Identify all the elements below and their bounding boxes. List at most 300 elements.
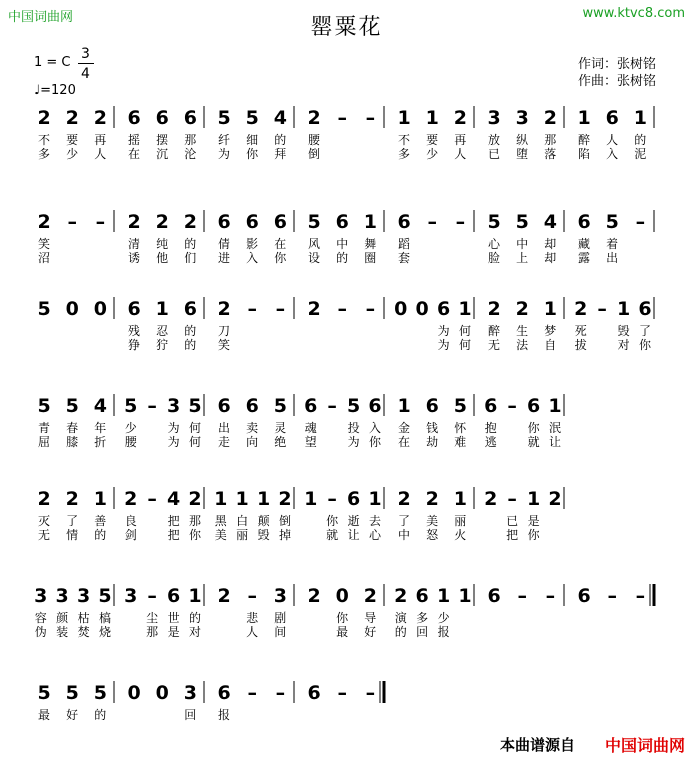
lyric-verse-2: 落 xyxy=(544,147,557,161)
note-0: 0 xyxy=(394,298,408,320)
lyric-verse-2: 他 xyxy=(156,251,169,265)
note-dash: – xyxy=(247,298,257,320)
note-0: 0 xyxy=(335,585,349,607)
lyric-verse-2: 入 xyxy=(246,251,259,265)
lyric-verse-2: 脸 xyxy=(488,251,501,265)
lyric-verse-2: 的 xyxy=(184,338,197,352)
lyric-verse-1: 刀 xyxy=(218,324,231,338)
lyric-verse-2: 你 xyxy=(638,338,652,352)
note-5: 5 xyxy=(37,682,51,704)
note-dash: – xyxy=(517,585,527,607)
lyric-verse-2: 烧 xyxy=(98,625,112,639)
note-3: 3 xyxy=(487,107,501,129)
lyric-verse-2: 你 xyxy=(246,147,259,161)
lyric-verse-1: 颜 xyxy=(56,611,69,625)
note-1: 1 xyxy=(526,488,541,510)
lyric-verse-1: 多 xyxy=(416,611,429,625)
lyric-verse-2: 剑 xyxy=(124,528,137,542)
lyric-verse-1: 怀 xyxy=(454,421,467,435)
note-6: 6 xyxy=(183,298,197,320)
note-4: 4 xyxy=(166,488,181,510)
note-2: 2 xyxy=(307,298,321,320)
lyric-verse-2: 对 xyxy=(188,625,202,639)
lyric-verse-2: 自 xyxy=(544,338,557,352)
note-3: 3 xyxy=(76,585,91,607)
note-5: 5 xyxy=(93,682,107,704)
note-dash: – xyxy=(635,211,646,233)
lyric-verse-2: 们 xyxy=(184,251,197,265)
note-2: 2 xyxy=(93,107,107,129)
note-2: 2 xyxy=(307,107,321,129)
note-dash: – xyxy=(455,211,466,233)
lyric-verse-1: 卖 xyxy=(246,421,259,435)
lyric-verse-2: 焚 xyxy=(77,625,90,639)
lyric-verse-1: 的 xyxy=(184,324,197,338)
watermark-left: 中国词曲网 xyxy=(8,10,74,25)
lyric-verse-1: 出 xyxy=(218,421,231,435)
lyric-verse-2: 少 xyxy=(426,147,439,161)
lyric-verse-1: 你 xyxy=(336,611,349,625)
lyric-verse-2: 让 xyxy=(347,528,360,542)
note-dash: – xyxy=(427,211,437,233)
lyric-verse-1: 春 xyxy=(66,421,79,435)
lyric-verse-2: 报 xyxy=(437,625,450,639)
note-1: 1 xyxy=(235,488,249,510)
lyric-verse-1: 抱 xyxy=(484,421,497,435)
lyric-verse-1: 在 xyxy=(274,237,287,251)
lyric-verse-1: 魂 xyxy=(304,421,317,435)
lyric-verse-2: 走 xyxy=(218,435,231,449)
lyric-verse-2: 望 xyxy=(304,435,317,449)
lyric-verse-2: 好 xyxy=(364,625,377,639)
lyric-verse-1: 了 xyxy=(638,324,652,338)
song-title: 罂粟花 xyxy=(310,15,383,40)
lyric-verse-2: 出 xyxy=(606,251,619,265)
note-dash: – xyxy=(507,488,517,510)
lyric-verse-1: 笑 xyxy=(38,237,51,251)
footer-site-name: 中国词曲网 xyxy=(604,736,685,755)
lyric-verse-1: 那 xyxy=(544,133,557,147)
lyric-verse-1: 那 xyxy=(188,514,202,528)
lyric-verse-1: 蹈 xyxy=(398,237,411,251)
lyric-verse-2: 却 xyxy=(544,251,557,265)
lyric-verse-1: 中 xyxy=(516,237,529,251)
lyric-verse-1: 细 xyxy=(246,133,259,147)
lyric-verse-1: 的 xyxy=(634,133,647,147)
lyric-verse-2: 把 xyxy=(506,528,519,542)
note-dash: – xyxy=(507,395,517,417)
lyric-verse-1: 生 xyxy=(516,324,529,338)
lyric-verse-1: 报 xyxy=(218,708,231,722)
note-5: 5 xyxy=(515,211,529,233)
note-6: 6 xyxy=(577,211,591,233)
lyric-verse-1: 尘 xyxy=(146,611,159,625)
lyric-verse-1: 世 xyxy=(167,611,180,625)
lyric-verse-2: 多 xyxy=(38,147,51,161)
lyric-verse-1: 要 xyxy=(426,133,439,147)
lyric-verse-1: 藏 xyxy=(578,237,591,251)
lyric-verse-1: 灵 xyxy=(274,421,287,435)
lyric-verse-1: 残 xyxy=(128,324,141,338)
lyric-verse-1: 清 xyxy=(128,237,141,251)
note-2: 2 xyxy=(217,298,231,320)
lyricist-credit: 作词：张树铭 xyxy=(578,57,657,72)
note-dash: – xyxy=(545,585,556,607)
lyric-verse-2: 何 xyxy=(188,435,202,449)
composer-credit: 作曲：张树铭 xyxy=(578,74,657,89)
lyric-verse-2: 已 xyxy=(488,147,501,161)
lyric-verse-1: 为 xyxy=(437,324,450,338)
note-1: 1 xyxy=(458,298,472,320)
lyric-verse-2: 沦 xyxy=(184,147,197,161)
note-2: 2 xyxy=(127,211,141,233)
lyric-verse-2: 在 xyxy=(398,435,411,449)
note-dash: – xyxy=(365,298,376,320)
note-dash: – xyxy=(597,298,607,320)
note-6: 6 xyxy=(217,395,231,417)
lyric-verse-2: 情 xyxy=(66,528,79,542)
lyric-verse-2: 的 xyxy=(394,625,407,639)
note-5: 5 xyxy=(453,395,467,417)
lyric-verse-1: 悲 xyxy=(246,611,259,625)
lyric-verse-2: 法 xyxy=(516,338,529,352)
note-dash: – xyxy=(365,682,376,704)
lyric-verse-2: 让 xyxy=(548,435,562,449)
lyric-verse-2: 你 xyxy=(188,528,202,542)
lyric-verse-2: 向 xyxy=(246,435,259,449)
lyric-verse-1: 你 xyxy=(326,514,339,528)
lyric-verse-1: 黑 xyxy=(214,514,227,528)
note-1: 1 xyxy=(304,488,318,510)
note-6: 6 xyxy=(155,107,169,129)
note-2: 2 xyxy=(397,488,411,510)
lyric-verse-2: 套 xyxy=(398,251,411,265)
note-3: 3 xyxy=(55,585,69,607)
lyric-verse-2: 人 xyxy=(94,147,107,161)
note-2: 2 xyxy=(425,488,439,510)
lyric-verse-2: 丽 xyxy=(236,528,249,542)
note-1: 1 xyxy=(616,298,631,320)
note-dash: – xyxy=(67,211,77,233)
lyric-verse-1: 了 xyxy=(398,514,411,528)
note-5: 5 xyxy=(346,395,361,417)
lyric-verse-1: 却 xyxy=(544,237,557,251)
note-0: 0 xyxy=(65,298,79,320)
lyric-verse-1: 不 xyxy=(398,133,411,147)
note-2: 2 xyxy=(363,585,377,607)
lyric-verse-2: 掉 xyxy=(278,528,292,542)
lyric-verse-2: 为 xyxy=(167,435,180,449)
note-dash: – xyxy=(147,395,157,417)
lyric-verse-2: 沉 xyxy=(156,147,169,161)
note-1: 1 xyxy=(397,107,411,129)
note-2: 2 xyxy=(37,107,51,129)
lyric-verse-1: 倒 xyxy=(278,514,292,528)
lyric-verse-1: 纵 xyxy=(516,133,529,147)
lyric-verse-1: 人 xyxy=(606,133,619,147)
note-6: 6 xyxy=(487,585,501,607)
lyric-verse-2: 那 xyxy=(146,625,159,639)
note-dash: – xyxy=(337,107,347,129)
note-1: 1 xyxy=(368,488,382,510)
lyric-verse-1: 去 xyxy=(368,514,382,528)
note-2: 2 xyxy=(124,488,138,510)
note-6: 6 xyxy=(638,298,652,320)
lyric-verse-2: 怒 xyxy=(426,528,439,542)
lyric-verse-1: 的 xyxy=(274,133,287,147)
note-1: 1 xyxy=(548,395,562,417)
note-1: 1 xyxy=(543,298,557,320)
lyric-verse-1: 腰 xyxy=(308,133,321,147)
note-dash: – xyxy=(95,211,106,233)
note-5: 5 xyxy=(487,211,501,233)
lyric-verse-1: 纯 xyxy=(156,237,169,251)
lyric-verse-2: 的 xyxy=(94,528,107,542)
lyric-verse-2: 你 xyxy=(368,435,382,449)
lyric-verse-1: 回 xyxy=(184,708,197,722)
lyric-verse-2: 是 xyxy=(167,625,180,639)
note-6: 6 xyxy=(368,395,382,417)
note-5: 5 xyxy=(98,585,112,607)
note-dash: – xyxy=(147,488,157,510)
lyric-verse-2: 最 xyxy=(336,625,349,639)
lyric-verse-2: 圈 xyxy=(364,251,377,265)
lyric-verse-2: 进 xyxy=(218,251,231,265)
note-1: 1 xyxy=(188,585,202,607)
lyric-verse-1: 青 xyxy=(38,421,51,435)
lyric-verse-2: 多 xyxy=(398,147,411,161)
note-2: 2 xyxy=(515,298,529,320)
lyric-verse-2: 在 xyxy=(128,147,141,161)
lyric-verse-2: 对 xyxy=(617,338,630,352)
lyric-verse-2: 你 xyxy=(527,528,540,542)
lyric-verse-2: 狰 xyxy=(128,338,141,352)
lyric-verse-1: 钱 xyxy=(426,421,439,435)
note-3: 3 xyxy=(273,585,287,607)
lyric-verse-2: 少 xyxy=(66,147,79,161)
time-signature-numerator: 3 xyxy=(81,46,90,62)
note-3: 3 xyxy=(124,585,138,607)
note-3: 3 xyxy=(515,107,529,129)
lyric-verse-1: 入 xyxy=(368,421,382,435)
lyric-verse-1: 醉 xyxy=(488,324,501,338)
lyric-verse-1: 了 xyxy=(66,514,79,528)
lyric-verse-2: 为 xyxy=(218,147,231,161)
lyric-verse-2: 间 xyxy=(274,625,287,639)
lyric-verse-2: 你 xyxy=(274,251,287,265)
note-2: 2 xyxy=(453,107,467,129)
note-6: 6 xyxy=(335,211,349,233)
note-dash: – xyxy=(275,682,286,704)
note-dash: – xyxy=(635,585,646,607)
note-6: 6 xyxy=(436,298,451,320)
note-1: 1 xyxy=(93,488,107,510)
note-6: 6 xyxy=(346,488,361,510)
lyric-verse-1: 灭 xyxy=(38,514,51,528)
lyric-verse-2: 腰 xyxy=(124,435,137,449)
note-5: 5 xyxy=(245,107,259,129)
lyric-verse-2: 为 xyxy=(347,435,360,449)
lyric-verse-2: 中 xyxy=(398,528,411,542)
lyric-verse-2: 的 xyxy=(336,251,349,265)
note-6: 6 xyxy=(273,211,287,233)
lyric-verse-1: 忍 xyxy=(156,324,169,338)
lyric-verse-1: 那 xyxy=(184,133,197,147)
note-0: 0 xyxy=(155,682,169,704)
note-0: 0 xyxy=(415,298,429,320)
note-1: 1 xyxy=(214,488,228,510)
lyric-verse-1: 演 xyxy=(394,611,407,625)
lyric-verse-2: 逃 xyxy=(484,435,497,449)
note-dash: – xyxy=(247,585,257,607)
lyric-verse-1: 放 xyxy=(488,133,501,147)
note-6: 6 xyxy=(127,298,141,320)
note-2: 2 xyxy=(155,211,169,233)
lyric-verse-2: 绝 xyxy=(274,435,287,449)
note-5: 5 xyxy=(217,107,231,129)
lyric-verse-2: 陷 xyxy=(578,147,591,161)
lyric-verse-1: 颠 xyxy=(257,514,270,528)
note-2: 2 xyxy=(37,488,51,510)
note-1: 1 xyxy=(453,488,467,510)
lyric-verse-1: 何 xyxy=(458,324,472,338)
note-3: 3 xyxy=(34,585,48,607)
note-dash: – xyxy=(327,395,337,417)
note-5: 5 xyxy=(605,211,619,233)
note-2: 2 xyxy=(543,107,557,129)
lyric-verse-1: 良 xyxy=(124,514,137,528)
lyric-verse-1: 槁 xyxy=(98,611,112,625)
note-5: 5 xyxy=(65,395,79,417)
note-1: 1 xyxy=(577,107,591,129)
note-2: 2 xyxy=(65,107,79,129)
lyric-verse-1: 容 xyxy=(34,611,47,625)
lyric-verse-2: 诱 xyxy=(128,251,141,265)
lyric-verse-2: 屈 xyxy=(38,435,51,449)
note-2: 2 xyxy=(188,488,202,510)
note-1: 1 xyxy=(633,107,647,129)
lyric-verse-1: 导 xyxy=(364,611,377,625)
note-6: 6 xyxy=(217,211,231,233)
note-6: 6 xyxy=(307,682,321,704)
lyric-verse-1: 倩 xyxy=(218,237,231,251)
lyric-verse-2: 无 xyxy=(38,528,51,542)
note-dash: – xyxy=(337,682,347,704)
note-5: 5 xyxy=(37,298,51,320)
note-6: 6 xyxy=(415,585,429,607)
lyric-verse-1: 剧 xyxy=(274,611,287,625)
note-6: 6 xyxy=(526,395,541,417)
note-1: 1 xyxy=(458,585,472,607)
lyric-verse-1: 影 xyxy=(246,237,259,251)
note-5: 5 xyxy=(124,395,138,417)
note-2: 2 xyxy=(217,585,231,607)
note-5: 5 xyxy=(188,395,202,417)
lyric-verse-1: 摆 xyxy=(156,133,169,147)
lyric-verse-2: 拜 xyxy=(274,147,287,161)
lyric-verse-1: 再 xyxy=(94,133,107,147)
lyric-verse-1: 醉 xyxy=(578,133,591,147)
lyric-verse-1: 中 xyxy=(336,237,349,251)
note-dash: – xyxy=(147,585,157,607)
note-1: 1 xyxy=(425,107,439,129)
lyric-verse-2: 难 xyxy=(454,435,467,449)
lyric-verse-1: 好 xyxy=(66,708,79,722)
note-6: 6 xyxy=(397,211,411,233)
lyric-verse-1: 善 xyxy=(94,514,107,528)
lyric-verse-1: 少 xyxy=(124,421,137,435)
lyric-verse-2: 泥 xyxy=(634,147,647,161)
note-2: 2 xyxy=(574,298,588,320)
lyric-verse-2: 火 xyxy=(454,528,467,542)
lyric-verse-1: 最 xyxy=(38,708,51,722)
note-6: 6 xyxy=(425,395,439,417)
lyric-verse-2: 人 xyxy=(454,147,467,161)
lyric-verse-1: 丽 xyxy=(454,514,467,528)
time-signature-denominator: 4 xyxy=(81,66,90,82)
lyric-verse-1: 着 xyxy=(606,237,619,251)
note-6: 6 xyxy=(245,211,259,233)
note-6: 6 xyxy=(166,585,181,607)
note-dash: – xyxy=(337,298,347,320)
note-0: 0 xyxy=(93,298,107,320)
lyric-verse-1: 何 xyxy=(188,421,202,435)
note-2: 2 xyxy=(484,488,498,510)
note-1: 1 xyxy=(155,298,169,320)
lyric-verse-1: 的 xyxy=(188,611,202,625)
lyric-verse-2: 膝 xyxy=(66,435,79,449)
note-4: 4 xyxy=(93,395,107,417)
lyric-verse-2: 露 xyxy=(578,251,591,265)
note-1: 1 xyxy=(363,211,377,233)
tempo-marking: ♩=120 xyxy=(34,83,76,98)
note-6: 6 xyxy=(127,107,141,129)
lyric-verse-2: 毁 xyxy=(257,528,270,542)
lyric-verse-1: 美 xyxy=(426,514,439,528)
note-2: 2 xyxy=(65,488,79,510)
note-5: 5 xyxy=(307,211,321,233)
lyric-verse-1: 心 xyxy=(488,237,501,251)
lyric-verse-1: 舞 xyxy=(364,237,377,251)
lyric-verse-2: 沼 xyxy=(38,251,51,265)
note-dash: – xyxy=(365,107,376,129)
lyric-verse-1: 摇 xyxy=(128,133,141,147)
lyric-verse-1: 不 xyxy=(38,133,51,147)
lyric-verse-1: 逝 xyxy=(347,514,360,528)
note-3: 3 xyxy=(166,395,181,417)
note-6: 6 xyxy=(304,395,318,417)
key-signature: 1 = C xyxy=(34,55,71,70)
lyric-verse-2: 堕 xyxy=(516,147,529,161)
note-2: 2 xyxy=(37,211,51,233)
lyric-verse-1: 枯 xyxy=(77,611,90,625)
lyric-verse-2: 装 xyxy=(56,625,69,639)
lyric-verse-1: 是 xyxy=(527,514,540,528)
lyric-verse-2: 人 xyxy=(246,625,259,639)
lyric-verse-2: 劫 xyxy=(426,435,439,449)
lyric-verse-2: 把 xyxy=(167,528,180,542)
note-1: 1 xyxy=(256,488,271,510)
quarter-note-icon: ♩ xyxy=(34,83,41,98)
note-6: 6 xyxy=(217,682,231,704)
lyric-verse-1: 的 xyxy=(94,708,107,722)
lyric-verse-2: 回 xyxy=(416,625,429,639)
lyric-verse-2: 为 xyxy=(437,338,450,352)
note-dash: – xyxy=(247,682,257,704)
note-0: 0 xyxy=(127,682,141,704)
note-5: 5 xyxy=(273,395,287,417)
note-6: 6 xyxy=(577,585,591,607)
